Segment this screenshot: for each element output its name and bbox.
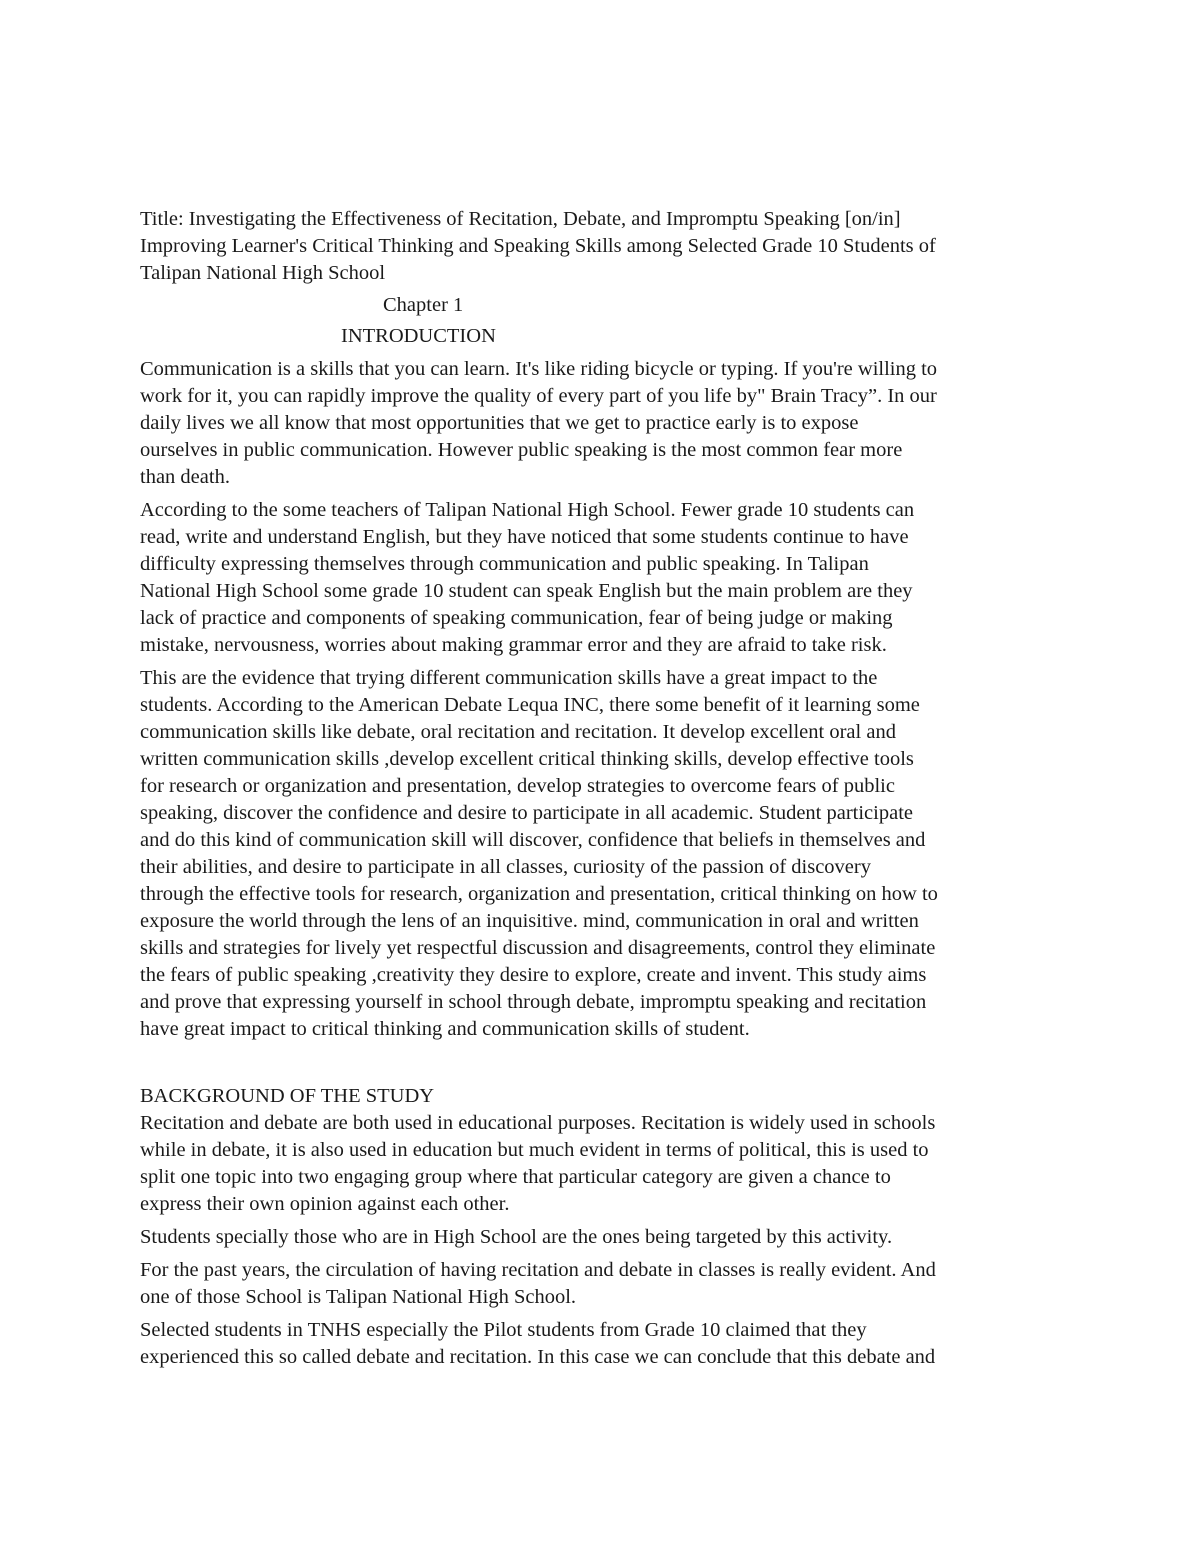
text-line: students. According to the American Debate Lequa INC, there some benefit of it learning some <box>140 694 920 716</box>
text-line: lack of practice and components of speaking communication, fear of being judge or making <box>140 607 893 629</box>
title-line: Title: Investigating the Effectiveness of Recitation, Debate, and Impromptu Speaking [on/in] <box>140 208 901 230</box>
text-line: skills and strategies for lively yet respectful discussion and disagreements, control they eliminate <box>140 937 936 959</box>
text-line: express their own opinion against each other. <box>140 1193 510 1215</box>
text-line: ourselves in public communication. However public speaking is the most common fear more <box>140 439 903 461</box>
text-line: and do this kind of communication skill will discover, confidence that beliefs in themselves and <box>140 829 926 851</box>
paragraph <box>140 356 1062 491</box>
paragraph <box>140 665 1062 1043</box>
paragraph <box>140 497 1062 659</box>
chapter-label: Chapter 1 <box>383 294 464 316</box>
text-line: mistake, nervousness, worries about making grammar error and they are afraid to take risk. <box>140 634 887 656</box>
text-line: through the effective tools for research, organization and presentation, critical thinking on how to <box>140 883 938 905</box>
document-title <box>140 206 1062 287</box>
title-line: Talipan National High School <box>140 262 386 284</box>
text-line: exposure the world through the lens of an inquisitive. mind, communication in oral and written <box>140 910 919 932</box>
text-line: Recitation and debate are both used in educational purposes. Recitation is widely used in schools <box>140 1112 936 1134</box>
text-line: the fears of public speaking ,creativity they desire to explore, create and invent. This study aims <box>140 964 927 986</box>
text-line: This are the evidence that trying different communication skills have a great impact to the <box>140 667 878 689</box>
text-line: Students specially those who are in High School are the ones being targeted by this activity. <box>140 1226 893 1248</box>
text-line: experienced this so called debate and recitation. In this case we can conclude that this debate and <box>140 1346 936 1368</box>
text-line: work for it, you can rapidly improve the quality of every part of you life by" Brain Tracy”. In our <box>140 385 937 407</box>
paragraph <box>140 1317 1062 1371</box>
text-line: while in debate, it is also used in education but much evident in terms of political, this is used to <box>140 1139 929 1161</box>
text-line: Communication is a skills that you can learn. It's like riding bicycle or typing. If you're willing to <box>140 358 938 380</box>
title-line: Improving Learner's Critical Thinking and Speaking Skills among Selected Grade 10 Students of <box>140 235 936 257</box>
paragraph <box>140 1257 1062 1311</box>
text-line: According to the some teachers of Talipan National High School. Fewer grade 10 students can <box>140 499 915 521</box>
text-line: speaking, discover the confidence and desire to participate in all academic. Student participate <box>140 802 913 824</box>
paragraph <box>140 1110 1062 1218</box>
section-heading: BACKGROUND OF THE STUDY <box>140 1085 435 1107</box>
text-line: communication skills like debate, oral recitation and recitation. It develop excellent oral and <box>140 721 896 743</box>
text-line: and prove that expressing yourself in school through debate, impromptu speaking and recitation <box>140 991 927 1013</box>
paragraph <box>140 1224 1062 1251</box>
text-line: read, write and understand English, but they have noticed that some students continue to have <box>140 526 909 548</box>
text-line: difficulty expressing themselves through communication and public speaking. In Talipan <box>140 553 869 575</box>
text-line: their abilities, and desire to participate in all classes, curiosity of the passion of discovery <box>140 856 871 878</box>
text-line: National High School some grade 10 student can speak English but the main problem are they <box>140 580 913 602</box>
text-line: daily lives we all know that most opportunities that we get to practice early is to expose <box>140 412 859 434</box>
text-line: one of those School is Talipan National High School. <box>140 1286 577 1308</box>
text-line: have great impact to critical thinking and communication skills of student. <box>140 1018 750 1040</box>
text-line: than death. <box>140 466 230 488</box>
text-line: for research or organization and presentation, develop strategies to overcome fears of public <box>140 775 895 797</box>
text-line: written communication skills ,develop excellent critical thinking skills, develop effective tools <box>140 748 914 770</box>
document-body <box>140 206 1062 1371</box>
text-line: Selected students in TNHS especially the Pilot students from Grade 10 claimed that they <box>140 1319 867 1341</box>
text-line: split one topic into two engaging group where that particular category are given a chance to <box>140 1166 891 1188</box>
chapter-title: INTRODUCTION <box>341 325 496 347</box>
text-line: For the past years, the circulation of having recitation and debate in classes is really evident. And <box>140 1259 936 1281</box>
